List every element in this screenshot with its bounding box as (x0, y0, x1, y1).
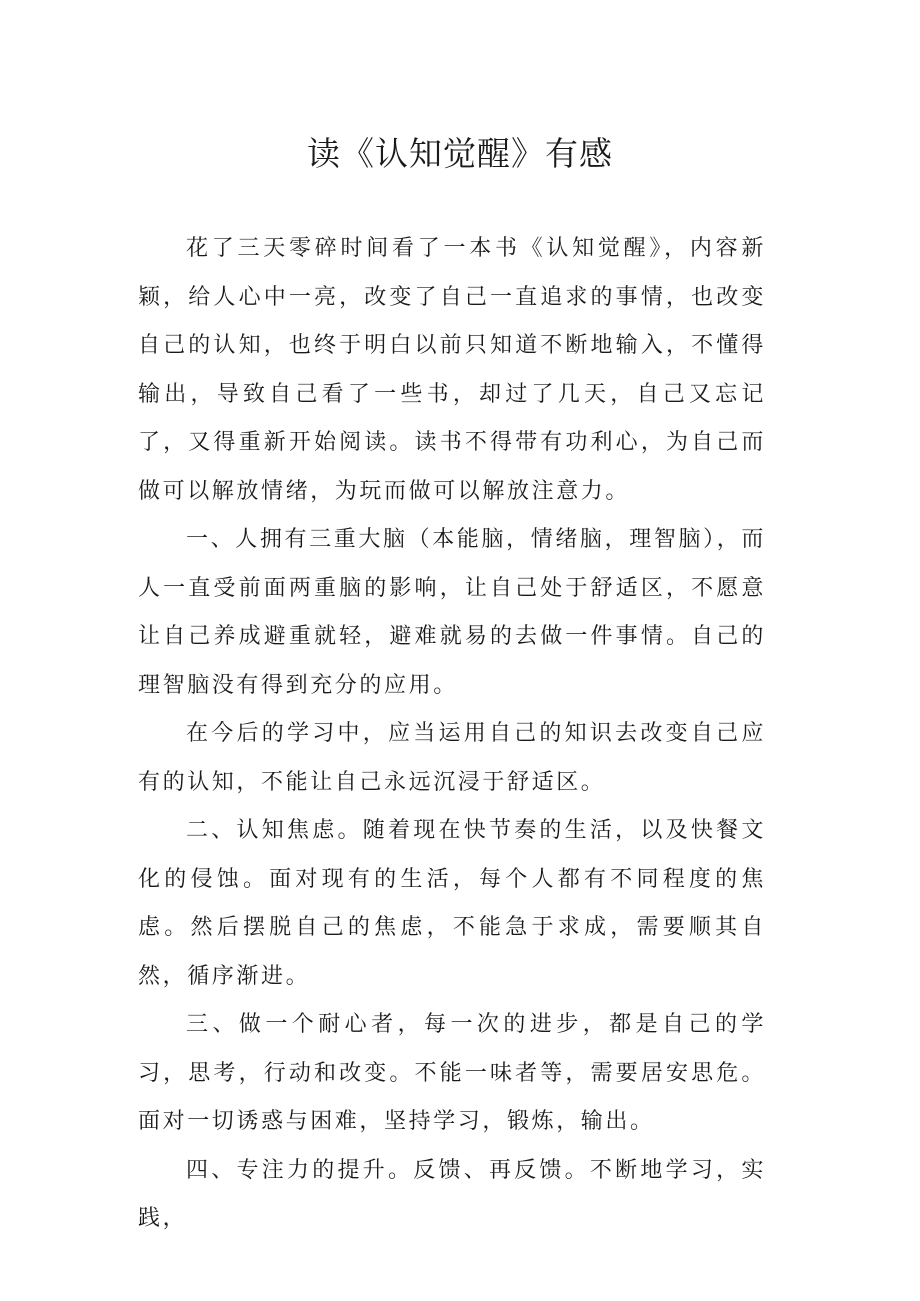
paragraph-point-one: 一、人拥有三重大脑（本能脑，情绪脑，理智脑），而人一直受前面两重脑的影响，让自己处于舒适区，不愿意让自己养成避重就轻，避难就易的去做一件事情。自己的理智脑没有得到充分的应用。 (138, 527, 766, 698)
document-title: 读《认知觉醒》有感 (307, 134, 613, 173)
paragraph-point-four: 四、专注力的提升。反馈、再反馈。不断地学习，实践， (138, 1157, 766, 1231)
document-body (138, 225, 766, 1244)
paragraph-point-three: 三、做一个耐心者，每一次的进步，都是自己的学习，思考，行动和改变。不能一味者等，需要居安思危。面对一切诱惑与困难，坚持学习，锻炼，输出。 (138, 1012, 766, 1134)
paragraph-intro: 花了三天零碎时间看了一本书《认知觉醒》，内容新颖，给人心中一亮，改变了自己一直追求的事情，也改变自己的认知，也终于明白以前只知道不断地输入，不懂得输出，导致自己看了一些书，却过了几天，自己又忘记了，又得重新开始阅读。读书不得带有功利心，为自己而做可以解放情绪，为玩而做可以解放注意力。 (138, 236, 766, 504)
paragraph-future-learning: 在今后的学习中，应当运用自己的知识去改变自己应有的认知，不能让自己永远沉浸于舒适区。 (138, 721, 766, 795)
paragraph-point-two: 二、认知焦虑。随着现在快节奏的生活，以及快餐文化的侵蚀。面对现有的生活，每个人都有不同程度的焦虑。然后摆脱自己的焦虑，不能急于求成，需要顺其自然，循序渐进。 (138, 818, 766, 989)
